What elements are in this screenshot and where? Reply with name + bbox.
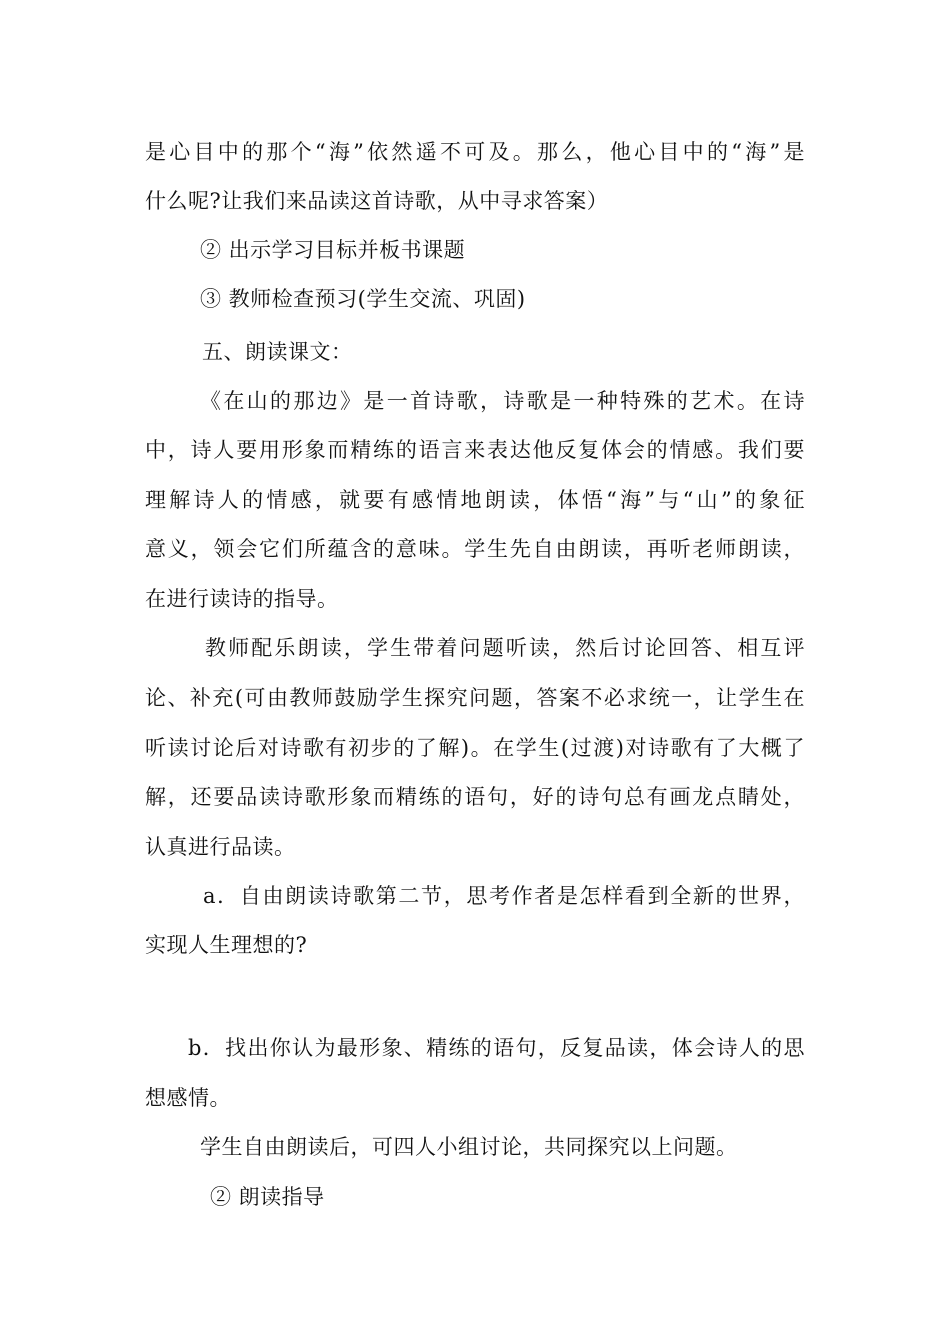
list-item: ② 朗读指导 [210,1185,325,1209]
section-heading: 五、朗读课文： [202,340,353,364]
question-line: 实现人生理想的? [145,933,308,957]
list-item: ② 出示学习目标并板书课题 [200,238,466,262]
question-line: 想感情。 [145,1086,231,1110]
question-line: a．自由朗读诗歌第二节，思考作者是怎样看到全新的世界， [203,884,805,908]
paragraph-line: 教师配乐朗读，学生带着问题听读，然后讨论回答、相互评 [205,636,805,660]
paragraph-line: 《在山的那边》是一首诗歌，诗歌是一种特殊的艺术。在诗 [200,389,805,413]
paragraph-line: 学生自由朗读后，可四人小组讨论，共同探究以上问题。 [200,1135,738,1159]
list-item: ③ 教师检查预习(学生交流、巩固) [200,287,526,311]
paragraph-line: 解，还要品读诗歌形象而精练的语句，好的诗句总有画龙点睛处， [145,785,805,809]
paragraph-line: 听读讨论后对诗歌有初步的了解)。在学生(过渡)对诗歌有了大概了 [145,736,805,760]
paragraph-line: 论、补充(可由教师鼓励学生探究问题，答案不必求统一，让学生在 [145,686,805,710]
paragraph-line: 在进行读诗的指导。 [145,587,339,611]
paragraph-line: 认真进行品读。 [145,835,296,859]
paragraph-line: 理解诗人的情感，就要有感情地朗读，体悟“海”与“山”的象征 [145,488,805,512]
paragraph-line: 是心目中的那个“海”依然遥不可及。那么，他心目中的“海”是 [145,140,805,164]
paragraph-line: 意义，领会它们所蕴含的意味。学生先自由朗读，再听老师朗读， [145,537,805,561]
question-line: b．找出你认为最形象、精练的语句，反复品读，体会诗人的思 [188,1036,805,1060]
paragraph-line: 什么呢?让我们来品读这首诗歌，从中寻求答案） [145,189,609,213]
paragraph-line: 中，诗人要用形象而精练的语言来表达他反复体会的情感。我们要 [145,438,805,462]
